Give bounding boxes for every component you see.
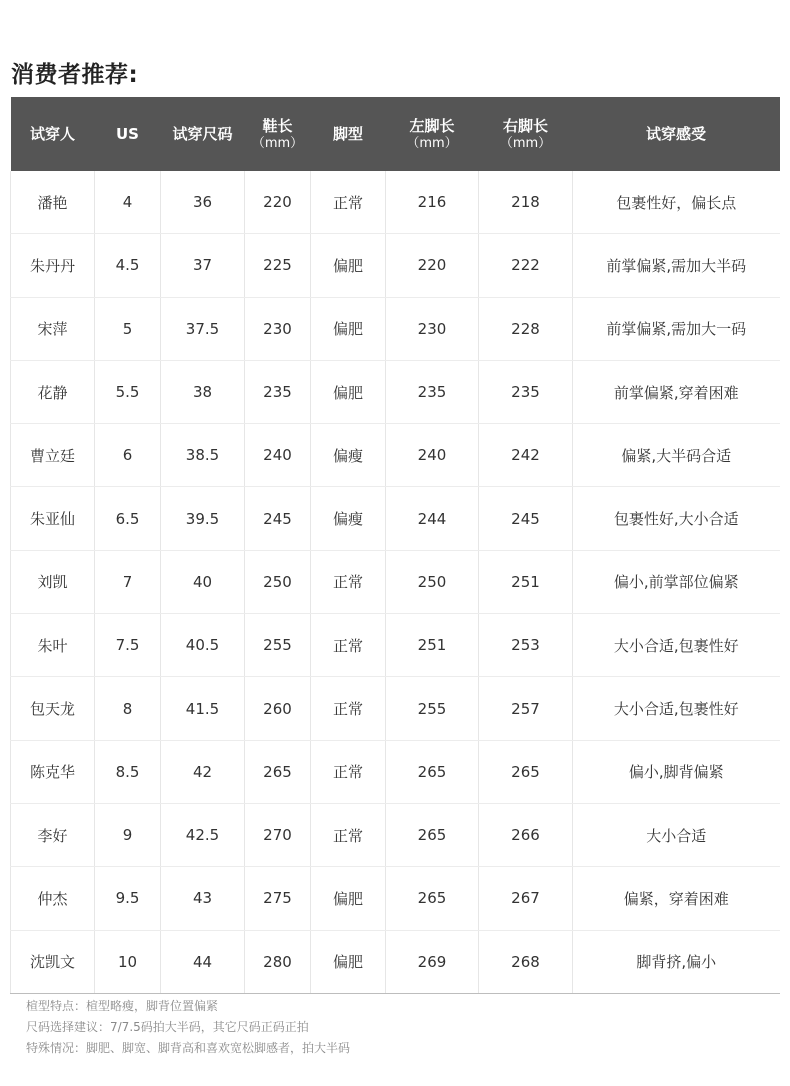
cell-us-size: 4.5 (95, 234, 161, 297)
cell-us-size: 7.5 (95, 614, 161, 677)
cell-tester: 朱丹丹 (11, 234, 95, 297)
column-header-label: 试穿感受 (645, 124, 706, 143)
cell-left-foot-length: 235 (386, 360, 479, 423)
cell-us-size: 5.5 (95, 360, 161, 423)
cell-trial-size: 44 (161, 930, 245, 993)
cell-left-foot-length: 244 (386, 487, 479, 550)
cell-trial-size: 39.5 (161, 487, 245, 550)
cell-fit-feedback: 前掌偏紧,穿着困难 (573, 360, 780, 423)
cell-shoe-length: 255 (245, 614, 311, 677)
cell-fit-feedback: 大小合适,包裹性好 (573, 677, 780, 740)
table-row (11, 424, 780, 487)
column-header-trial-size (161, 97, 245, 171)
cell-right-foot-length: 235 (479, 360, 573, 423)
cell-foot-type: 偏瘦 (311, 424, 386, 487)
cell-fit-feedback: 大小合适 (573, 803, 780, 866)
cell-trial-size: 36 (161, 171, 245, 234)
column-header-unit: （mm） (499, 135, 552, 151)
cell-left-foot-length: 265 (386, 740, 479, 803)
cell-shoe-length: 260 (245, 677, 311, 740)
cell-right-foot-length: 266 (479, 803, 573, 866)
column-header-label: US (116, 124, 139, 143)
cell-trial-size: 41.5 (161, 677, 245, 740)
column-header-shoe-length (245, 97, 311, 171)
cell-us-size: 8.5 (95, 740, 161, 803)
cell-us-size: 5 (95, 297, 161, 360)
cell-trial-size: 42.5 (161, 803, 245, 866)
cell-trial-size: 38 (161, 360, 245, 423)
cell-tester: 李好 (11, 803, 95, 866)
cell-left-foot-length: 230 (386, 297, 479, 360)
cell-foot-type: 正常 (311, 550, 386, 613)
cell-right-foot-length: 257 (479, 677, 573, 740)
cell-fit-feedback: 偏小,前掌部位偏紧 (573, 550, 780, 613)
cell-us-size: 6.5 (95, 487, 161, 550)
cell-shoe-length: 230 (245, 297, 311, 360)
cell-right-foot-length: 228 (479, 297, 573, 360)
column-header-label: 右脚长 (502, 116, 548, 135)
column-header-left-foot-length (386, 97, 479, 171)
column-header-unit: （mm） (406, 135, 458, 151)
table-header-row (11, 97, 780, 171)
cell-right-foot-length: 242 (479, 424, 573, 487)
table-row (11, 360, 780, 423)
table-row (11, 234, 780, 297)
cell-foot-type: 偏瘦 (311, 487, 386, 550)
table-row (11, 740, 780, 803)
cell-left-foot-length: 265 (386, 867, 479, 930)
cell-shoe-length: 245 (245, 487, 311, 550)
cell-tester: 潘艳 (11, 171, 95, 234)
cell-us-size: 8 (95, 677, 161, 740)
cell-right-foot-length: 267 (479, 867, 573, 930)
cell-trial-size: 42 (161, 740, 245, 803)
cell-left-foot-length: 269 (386, 930, 479, 993)
column-header-label: 左脚长 (409, 116, 455, 135)
cell-tester: 陈克华 (11, 740, 95, 803)
size-recommendation-table (10, 97, 780, 994)
table-row (11, 867, 780, 930)
cell-fit-feedback: 脚背挤,偏小 (573, 930, 780, 993)
table-row (11, 487, 780, 550)
cell-shoe-length: 275 (245, 867, 311, 930)
cell-tester: 刘凯 (11, 550, 95, 613)
fit-notes (26, 996, 350, 1059)
cell-foot-type: 正常 (311, 171, 386, 234)
cell-right-foot-length: 222 (479, 234, 573, 297)
cell-foot-type: 偏肥 (311, 297, 386, 360)
cell-shoe-length: 225 (245, 234, 311, 297)
note-last-shape: 楦型特点：楦型略瘦，脚背位置偏紧 (26, 999, 219, 1013)
cell-right-foot-length: 218 (479, 171, 573, 234)
cell-foot-type: 正常 (311, 614, 386, 677)
cell-left-foot-length: 220 (386, 234, 479, 297)
table-row (11, 677, 780, 740)
cell-right-foot-length: 253 (479, 614, 573, 677)
cell-tester: 宋萍 (11, 297, 95, 360)
cell-shoe-length: 250 (245, 550, 311, 613)
cell-trial-size: 43 (161, 867, 245, 930)
cell-shoe-length: 265 (245, 740, 311, 803)
column-header-fit-feedback (573, 97, 780, 171)
cell-foot-type: 偏肥 (311, 234, 386, 297)
cell-fit-feedback: 偏紧，穿着困难 (573, 867, 780, 930)
table-row (11, 614, 780, 677)
cell-foot-type: 偏肥 (311, 930, 386, 993)
column-header-label: 脚型 (332, 124, 363, 143)
cell-left-foot-length: 216 (386, 171, 479, 234)
cell-left-foot-length: 250 (386, 550, 479, 613)
table-row (11, 297, 780, 360)
cell-tester: 包天龙 (11, 677, 95, 740)
cell-left-foot-length: 265 (386, 803, 479, 866)
cell-shoe-length: 280 (245, 930, 311, 993)
cell-us-size: 7 (95, 550, 161, 613)
cell-us-size: 4 (95, 171, 161, 234)
cell-tester: 仲杰 (11, 867, 95, 930)
column-header-label: 试穿人 (29, 124, 75, 143)
cell-shoe-length: 240 (245, 424, 311, 487)
cell-right-foot-length: 268 (479, 930, 573, 993)
cell-fit-feedback: 大小合适,包裹性好 (573, 614, 780, 677)
table-body (11, 171, 780, 993)
cell-left-foot-length: 240 (386, 424, 479, 487)
cell-fit-feedback: 偏紧,大半码合适 (573, 424, 780, 487)
cell-fit-feedback: 前掌偏紧,需加大半码 (573, 234, 780, 297)
cell-left-foot-length: 251 (386, 614, 479, 677)
cell-right-foot-length: 265 (479, 740, 573, 803)
cell-right-foot-length: 245 (479, 487, 573, 550)
column-header-label: 鞋长 (262, 116, 293, 135)
cell-shoe-length: 270 (245, 803, 311, 866)
cell-fit-feedback: 包裹性好，偏长点 (573, 171, 780, 234)
cell-us-size: 9 (95, 803, 161, 866)
cell-trial-size: 37 (161, 234, 245, 297)
column-header-unit: （mm） (251, 135, 304, 151)
cell-right-foot-length: 251 (479, 550, 573, 613)
cell-tester: 朱亚仙 (11, 487, 95, 550)
cell-shoe-length: 235 (245, 360, 311, 423)
cell-foot-type: 正常 (311, 740, 386, 803)
cell-trial-size: 37.5 (161, 297, 245, 360)
cell-foot-type: 正常 (311, 803, 386, 866)
cell-fit-feedback: 前掌偏紧,需加大一码 (573, 297, 780, 360)
column-header-right-foot-length (479, 97, 573, 171)
cell-shoe-length: 220 (245, 171, 311, 234)
cell-us-size: 10 (95, 930, 161, 993)
note-special-cases: 特殊情况：脚肥、脚宽、脚背高和喜欢宽松脚感者，拍大半码 (26, 1041, 351, 1055)
cell-foot-type: 正常 (311, 677, 386, 740)
cell-us-size: 9.5 (95, 867, 161, 930)
table-row (11, 171, 780, 234)
cell-left-foot-length: 255 (386, 677, 479, 740)
cell-fit-feedback: 偏小,脚背偏紧 (573, 740, 780, 803)
table-row (11, 803, 780, 866)
cell-tester: 曹立廷 (11, 424, 95, 487)
cell-foot-type: 偏肥 (311, 360, 386, 423)
cell-foot-type: 偏肥 (311, 867, 386, 930)
cell-tester: 沈凯文 (11, 930, 95, 993)
column-header-foot-type (311, 97, 386, 171)
cell-us-size: 6 (95, 424, 161, 487)
column-header-tester (11, 97, 95, 171)
cell-tester: 朱叶 (11, 614, 95, 677)
table-row (11, 930, 780, 993)
cell-tester: 花静 (11, 360, 95, 423)
cell-trial-size: 38.5 (161, 424, 245, 487)
cell-fit-feedback: 包裹性好,大小合适 (573, 487, 780, 550)
column-header-us-size (95, 97, 161, 171)
column-header-label: 试穿尺码 (172, 124, 233, 143)
cell-trial-size: 40 (161, 550, 245, 613)
cell-trial-size: 40.5 (161, 614, 245, 677)
note-size-advice: 尺码选择建议：7/7.5码拍大半码，其它尺码正码正拍 (26, 1020, 309, 1034)
table-row (11, 550, 780, 613)
page-title: 消费者推荐: (11, 62, 139, 88)
